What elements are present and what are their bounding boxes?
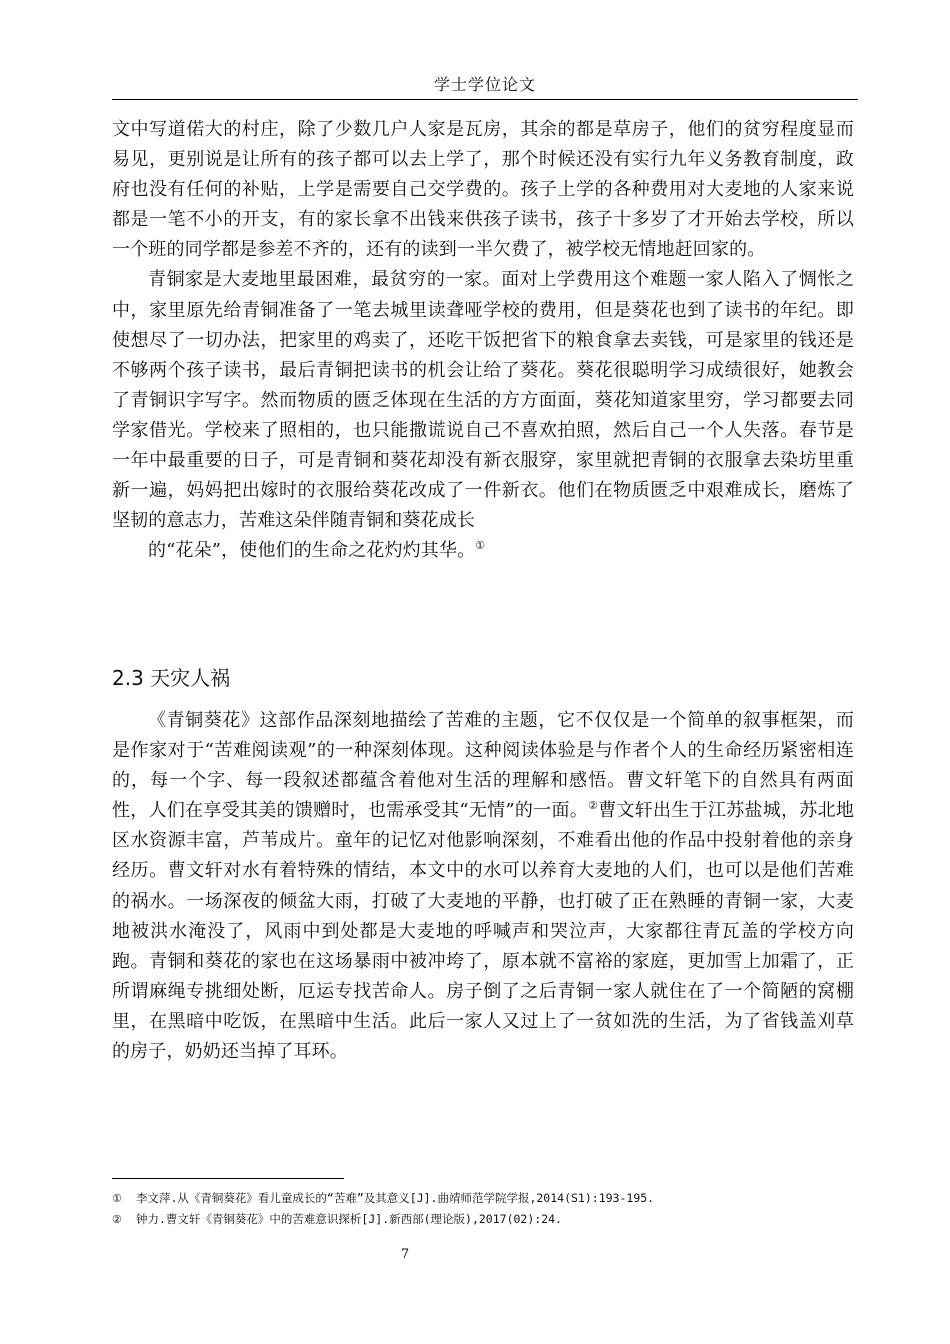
running-header: 学士学位论文 <box>433 75 536 94</box>
header-rule <box>112 99 858 100</box>
footnote-text: 钟力.曹文轩《青铜葵花》中的苦难意识探析[J].新西部(理论版),2017(02):24. <box>136 1212 562 1226</box>
body-text-top <box>112 115 854 566</box>
section-heading: 2.3 天灾人祸 <box>112 666 231 690</box>
footnote-item <box>112 1209 852 1230</box>
intro-paragraph: 文中写道偌大的村庄，除了少数几户人家是瓦房，其余的都是草房子，他们的贫穷程度显而易见，更别说是让所有的孩子都可以去上学了，那个时候还没有实行九年义务教育制度，政府也没有任何的补贴，上学是需要自己交学费的。孩子上学的各种费用对大麦地的人家来说都是一笔不小的开支，有的家长拿不出钱来供孩子读书，孩子十多岁了才开始去学校，所以一个班的同学都是参差不齐的，还有的读到一半欠费了，被学校无情地赶回家的。 <box>112 119 854 261</box>
poverty-paragraph-part1: 青铜家是大麦地里最困难，最贫穷的一家。面对上学费用这个难题一家人陷入了惆怅之中，家里原先给青铜准备了一笔去城里读聋哑学校的费用，但是葵花也到了读书的年纪。即使想尽了一切办法，把家里的鸡卖了，还吃干饭把省下的粮食拿去卖钱，可是家里的钱还是不够两个孩子读书，最后青铜把读书的机会让给了葵花。葵花很聪明学习成绩很好，她教会了青铜识字写字。然而物质的匮乏体现在生活的方方面面，葵花知道家里穷，学习都要去同学家借光。学校来了照相的，也只能撒谎说自己不喜欢拍照，然后自己一个人失落。春节是一年中最重要的日子，可是青铜和葵花却没有新衣服穿，家里就把青铜的衣服拿去染坊里重新一遍，妈妈把出嫁时的衣服给葵花改成了一件新衣。他们在物质匮乏中艰难成长，磨炼了坚韧的意志力，苦难这朵伴随青铜和葵花成长 <box>112 269 854 532</box>
footnote-item <box>112 1188 852 1209</box>
body-text-bottom <box>112 706 854 1067</box>
disaster-paragraph-part2: 曹文轩出生于江苏盐城，苏北地区水资源丰富，芦苇成片。童年的记忆对他影响深刻，不难看出他的作品中投射着他的亲身经历。曹文轩对水有着特殊的情结，本文中的水可以养育大麦地的人们，也可以是他们苦难的祸水。一场深夜的倾盆大雨，打破了大麦地的平静，也打破了正在熟睡的青铜一家，大麦地被洪水淹没了，风雨中到处都是大麦地的呼喊声和哭泣声，大家都往青瓦盖的学校方向跑。青铜和葵花的家也在这场暴雨中被冲垮了，原本就不富裕的家庭，更加雪上加霜了，正所谓麻绳专挑细处断，厄运专找苦命人。房子倒了之后青铜一家人就住在了一个简陋的窝棚里，在黑暗中吃饭，在黑暗中生活。此后一家人又过上了一贫如洗的生活，为了省钱盖刈草的房子，奶奶还当掉了耳环。 <box>112 800 855 1063</box>
footnote-mark: ① <box>112 1192 122 1205</box>
poverty-paragraph <box>112 265 854 566</box>
footnote-mark: ② <box>112 1213 122 1226</box>
footnote-text: 李文萍.从《青铜葵花》看儿童成长的“苦难”及其意义[J].曲靖师范学院学报,2014(S1):193-195. <box>136 1191 655 1205</box>
footnote-rule <box>112 1178 344 1179</box>
poverty-paragraph-part2: 的“花朵”，使他们的生命之花灼灼其华。① <box>148 539 486 562</box>
disaster-paragraph-part1: 《青铜葵花》这部作品深刻地描绘了苦难的主题，它不仅仅是一个简单的叙事框架，而是作家对于“苦难阅读观”的一种深刻体现。这种阅读体验是与作者个人的生命经历紧密相连的，每一个字、每一段叙述都蕴含着他对生活的理解和感悟。曹文轩笔下的自然具有两面性，人们在享受其美的馈赠时，也需承受其“无情”的一面。 <box>112 710 854 822</box>
page-number: 7 <box>400 1247 410 1262</box>
disaster-paragraph <box>112 706 854 1067</box>
footnotes <box>112 1188 852 1230</box>
footnote-ref-1[interactable]: ① <box>475 539 486 553</box>
footnote-ref-2[interactable]: ② <box>588 799 599 813</box>
